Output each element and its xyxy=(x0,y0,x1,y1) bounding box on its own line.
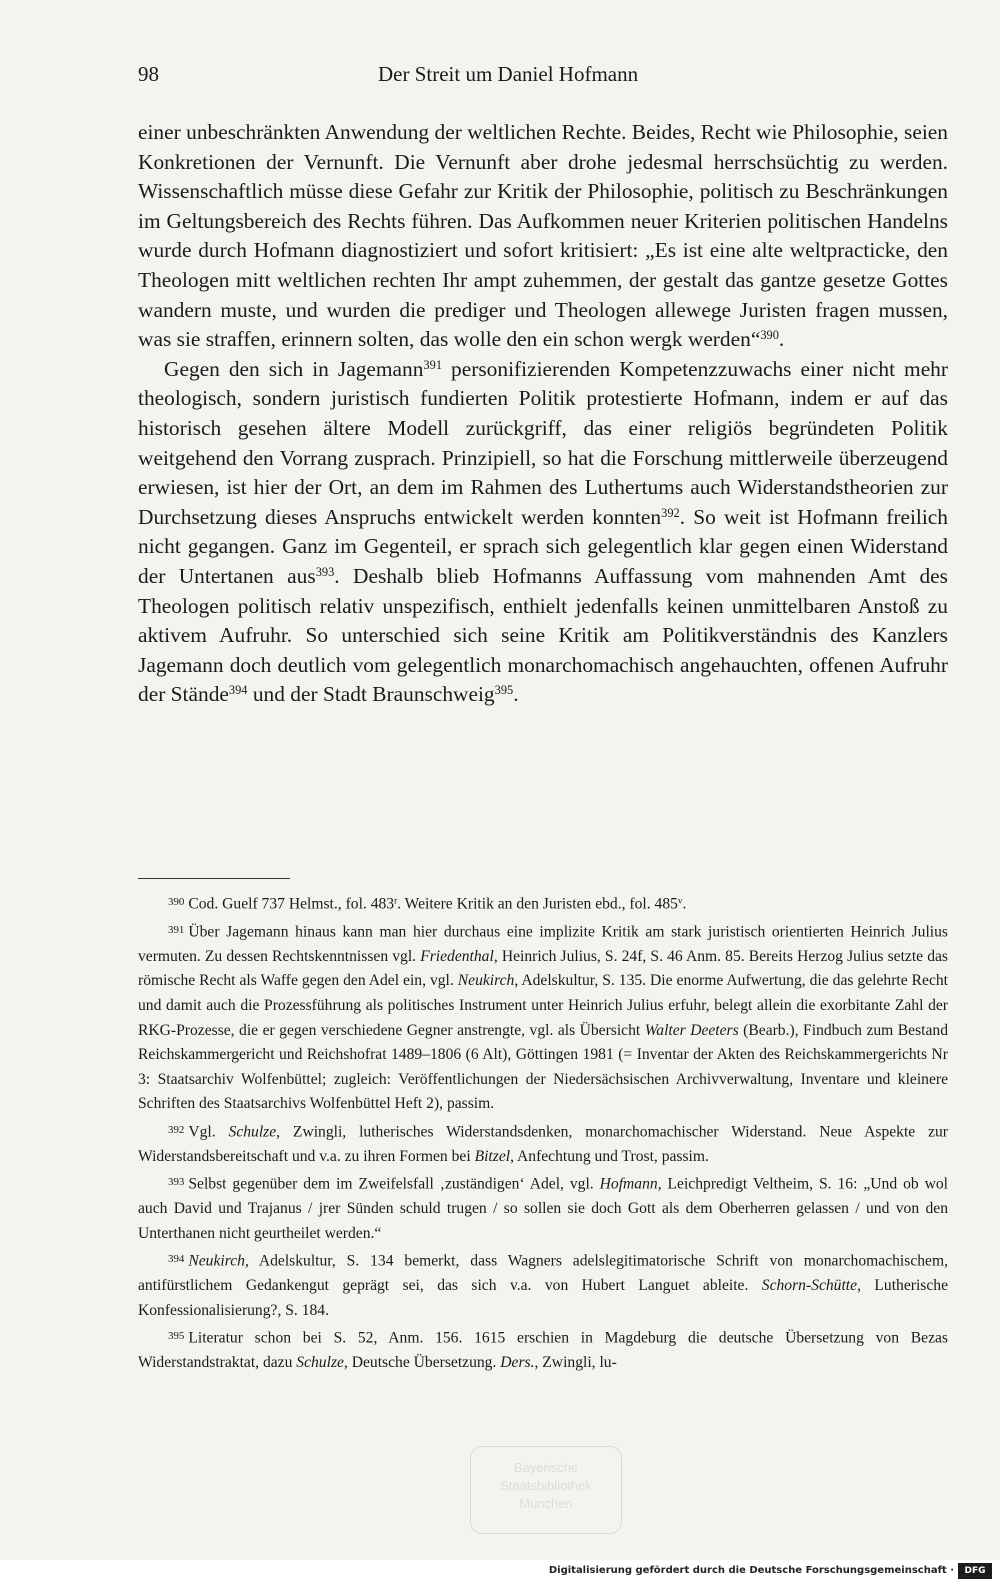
folio-verso-mark: v xyxy=(677,895,683,906)
footnote-text: Literatur schon bei S. 52, Anm. 156. 1615 erschien in Magdeburg die deutsche Übersetzung von Bezas Widerstandstraktat, dazu xyxy=(138,1329,948,1372)
footnote-divider xyxy=(138,878,290,879)
dfg-logo: DFG xyxy=(958,1563,992,1579)
footnote-text: Über Jagemann hinaus kann man hier durchaus eine implizite Kritik am stark juristisch orientierten Heinrich Julius vermuten. Zu dessen Rechtskenntnissen vgl. xyxy=(138,923,948,965)
paragraph-1-end: . xyxy=(778,327,785,352)
footnote-ref-394: 394 xyxy=(228,683,248,698)
paragraph-1-text: einer unbeschränkten Anwendung der weltlichen Rechte. Beides, Recht wie Philosophie, seien Konkretionen der Vernunft. Die Vernunft aber drohe jedesmal herrschsüchtig zu werden. Wissenschaftlich müsse diese Gefahr zur Kritik der Philosophie, politisch zu Beschränkungen im Geltungsbereich des Rechts führen. Das Aufkommen neuer Kriterien politischen Handelns wurde durch Hofmann diagnostiziert und sofort kritisiert: „Es ist eine alte weltpracticke, den Theologen mitt weltlichen rechten Ihr ampt zuhemmen, der gestalt das gantze gesetze Gottes wandern muste, und wurden die prediger und Theologen allewege Juristen fragen mussen, was sie straffen, erinnern solten, das wolle den ein schon wergk werden“ xyxy=(138,120,948,352)
footnote-text: , Anfechtung und Trost, passim. xyxy=(510,1147,709,1165)
footnote-text: , Zwingli, lutherisches Widerstandsdenken, monarchomachischer Widerstand. Neue Aspekte zur Widerstandsbereitschaft und v.a. zu ihren Formen bei xyxy=(138,1123,948,1165)
footnote-number: 391 xyxy=(168,923,185,936)
page-number: 98 xyxy=(138,62,159,86)
author-name: Hofmann xyxy=(599,1175,658,1193)
footnote-text: Vgl. xyxy=(188,1123,229,1141)
folio-recto-mark: r xyxy=(394,895,398,906)
author-name: Neukirch, xyxy=(188,1252,249,1270)
paragraph-2-text-c: . So weit ist Hofmann freilich nicht gegangen. Ganz im Gegenteil, er sprach sich gelegentlich klar gegen einen Widerstand der Untertanen aus xyxy=(138,504,948,588)
stamp-line: Staatsbibliothek xyxy=(500,1478,592,1493)
footnote-number: 393 xyxy=(168,1176,185,1189)
author-name: Neukirch xyxy=(457,972,515,990)
footnote-text: . xyxy=(682,895,687,913)
paragraph-2-text-a: Gegen den sich in Jagemann xyxy=(164,356,424,381)
footnote-text: , Deutsche Übersetzung. xyxy=(343,1354,501,1372)
page-header xyxy=(138,62,948,96)
stamp-line: Bayerische xyxy=(513,1460,579,1475)
footnote-number: 390 xyxy=(168,896,185,908)
paragraph-2 xyxy=(138,355,948,710)
footnotes xyxy=(138,890,948,1377)
author-name: Walter Deeters xyxy=(644,1021,739,1039)
footnote-ref-395: 395 xyxy=(494,683,514,698)
running-title: Der Streit um Daniel Hofmann xyxy=(378,62,639,86)
footnote-number: 392 xyxy=(168,1123,185,1136)
footnote-text: , Heinrich Julius, S. 24f, S. 46 Anm. 85. Bereits Herzog Julius setzte das römische Recht als Waffe gegen den Adel ein, vgl. xyxy=(138,947,948,990)
footnote-text: , Lutherische Konfessionalisierung?, S. 184. xyxy=(138,1277,948,1319)
footnote-394 xyxy=(138,1247,948,1323)
footnote-390 xyxy=(138,890,948,917)
footnote-ref-393: 393 xyxy=(315,565,335,580)
author-name: Schulze xyxy=(296,1354,344,1372)
footnote-number: 394 xyxy=(168,1253,185,1266)
main-text xyxy=(138,118,948,710)
paragraph-2-text-b: personifizierenden Kompetenzzuwachs einer nicht mehr theologisch, sondern juristisch fundierten Politik protestierte Hofmann, indem er auf das historisch gesehen ältere Modell zurückgriff, das einer religiös begründeten Politik weitgehend den Vorrang zusprach. Prinzipiell, so hat die Forschung mittlerweile überzeugend erwiesen, ist hier der Ort, an dem im Rahmen des Luthertums auch Widerstandstheorien zur Durchsetzung dieses Anspruchs entwickelt werden konnten xyxy=(138,356,949,529)
footnote-text: Adelskultur, S. 134 bemerkt, dass Wagners adelslegitimatorische Schrift von monarchomachischem, antifürstlichem Gedankengut geprägt sei, das sich v.a. von Hubert Languet ableite. xyxy=(138,1252,948,1295)
footnote-391 xyxy=(138,918,948,1117)
footnote-text: (Bearb.), Findbuch zum Bestand Reichskammergericht und Reichshofrat 1489–1806 (6 Alt), Göttingen 1981 (= Inventar der Akten des Reichskammergerichts Nr 3: Staatsarchiv Wolfenbüttel; zugleich: Veröffentlichungen der Niedersächsischen Archivverwaltung, Inventare und kleinere Schriften des Staatsarchivs Wolfenbüttel Heft 2), passim. xyxy=(138,1021,948,1113)
footnote-text: , Leichpredigt Veltheim, S. 16: „Und ob wol auch David und Trajanus / jrer Sünden schuld trugen / so sollen sie doch Gott als dem Oberherren gelassen / und von den Unterthanen nicht geurtheilet werden.“ xyxy=(138,1175,949,1242)
footnote-text: Cod. Guelf 737 Helmst., fol. 483 xyxy=(188,895,395,913)
footnote-ref-391: 391 xyxy=(423,357,443,372)
library-stamp xyxy=(470,1446,622,1534)
author-name: Ders. xyxy=(500,1354,535,1372)
digitization-credit: Digitalisierung gefördert durch die Deutsche Forschungsgemeinschaft · xyxy=(548,1565,954,1576)
author-name: Friedenthal xyxy=(420,947,494,965)
author-name: Bitzel xyxy=(474,1147,511,1165)
paragraph-1 xyxy=(138,118,948,355)
footnote-392 xyxy=(138,1118,948,1169)
footnote-ref-390: 390 xyxy=(760,328,779,343)
author-name: Schorn-Schütte xyxy=(761,1277,858,1295)
footnote-395 xyxy=(138,1324,948,1375)
paragraph-2-text-e: und der Stadt Braunschweig xyxy=(247,682,495,707)
footnote-393 xyxy=(138,1170,948,1246)
footnote-text: , Adelskultur, S. 135. Die enorme Aufwertung, die das gelehrte Recht und damit auch die Prozessführung als politisches Instrument unter Heinrich Julius erfuhr, belegt allein die exorbitante Zahl der RKG-Prozesse, die er gegen verschiedene Gegner anstrengte, vgl. als Übersicht xyxy=(138,972,948,1039)
footnote-ref-392: 392 xyxy=(661,505,680,520)
footnote-text: . Weitere Kritik an den Juristen ebd., fol. 485 xyxy=(397,895,678,913)
footnote-text: , Zwingli, lu- xyxy=(534,1354,617,1372)
footnote-text: Selbst gegenüber dem im Zweifelsfall ‚zuständigen‘ Adel, vgl. xyxy=(188,1175,600,1193)
paragraph-2-end: . xyxy=(513,682,519,707)
stamp-line: München xyxy=(519,1496,573,1511)
paragraph-2-text-d: . Deshalb blieb Hofmanns Auffassung vom mahnenden Amt des Theologen politisch relativ unspezifisch, enthielt jedenfalls keinen unmittelbaren Anstoß zu aktivem Aufruhr. So unterschied sich seine Kritik am Politikverständnis des Kanzlers Jagemann doch deutlich vom gelegentlich monarchomachisch angehauchten, offenen Aufruhr der Stände xyxy=(138,563,948,707)
footnote-number: 395 xyxy=(168,1330,185,1343)
author-name: Schulze xyxy=(228,1123,277,1141)
